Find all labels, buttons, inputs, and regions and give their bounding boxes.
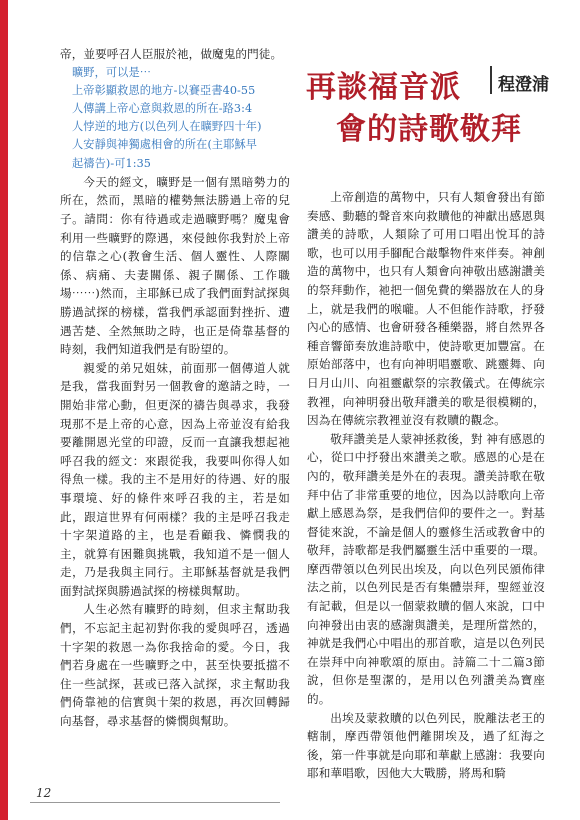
- quote-line: 上帝彰顯救恩的地方-以賽亞書40-55: [72, 83, 256, 97]
- footer-rule: [30, 802, 280, 803]
- quote-line: 人傳講上帝心意與救恩的所在-路3:4: [72, 102, 253, 115]
- body-paragraph: 今天的經文，曠野是一個有黑暗勢力的所在，然而，黑暗的權勢無法勝過上帝的兒子。請問：你有待過或走過曠野嗎？魔鬼會利用一些曠野的際遇，來侵蝕你我對於上帝的信靠之心(教會生活、個人靈性、人際關係、病痛、夫妻關係、親子關係、工作職場⋯⋯)然而，主耶穌已成了我們面對試探與勝過試探的榜樣，當我們承認面對挫折、遭遇苦楚、全然無助之時，也正是倚靠基督的時刻，我們知道我們是有盼望的。: [60, 174, 290, 357]
- quote-line: 起禱告)-可1:35: [72, 156, 152, 170]
- quote-line: 人悖逆的地方(以色列人在曠野四十年): [72, 120, 262, 134]
- quote-line: 曠野，可以是⋯: [72, 65, 152, 79]
- article-title-line1: 再談福音派: [306, 70, 461, 105]
- left-column: [60, 0, 290, 731]
- body-paragraph: 敬拜讚美是人蒙神拯救後，對 神有感恩的心，從口中抒發出來讚美之歌。感恩的心是在內的，敬拜讚美是外在的表現。讚美詩歌在敬拜中佔了非常重要的地位，因為以詩歌向上帝獻上感恩為祭，是我們信仰的要件之一。對基督徒來說，不論是個人的靈修生活或教會中的敬拜，詩歌都是我們屬靈生活中重要的一環。摩西帶領以色列民出埃及，向以色列民頒佈律法之前，以色列民是否有集體崇拜，聖經並沒有記載，但是以一個蒙救贖的個人來說，口中向神發出由衷的感謝與讚美，是理所當然的，神就是我們心中唱出的那首歌，這是以色列民在崇拜中向神歌頌的原由。詩篇二十二篇3節說，但你是聖潔的，是用以色列讚美為寶座的。: [307, 431, 545, 707]
- body-paragraph: 人生必然有曠野的時刻，但求主幫助我們，不忘記主起初對你我的愛與呼召，透過十字架的救恩一為你我捨命的愛。今日，我們若身處在一些曠野之中，甚至快要抵擋不住一些試探，甚或已落入試探，求主幫助我們倚靠祂的信實與十架的救恩，再次回轉歸向基督，尋求基督的憐憫與幫助。: [60, 602, 290, 729]
- body-paragraph: 親愛的弟兄姐妹，前面那一個傳道人就是我，當我面對另一個教會的邀請之時，一開始非常心動，但更深的禱告與尋求，我發現那不是上帝的心意，因為上帝並沒有給我要離開恩光堂的印證，反而一直讓我想起祂呼召我的經文：來跟從我，我要叫你得人如得魚一樣。我的主不是用好的待遇、好的服事環境、好的條件來呼召我的主，若是如此，跟這世界有何兩樣？我的主是呼召我走十字架道路的主，也是看顧我、憐憫我的主，就算有困難與挑戰，我知道不是一個人走，乃是我與主同行。主耶穌基督就是我們面對試探與勝過試探的榜樣與幫助。: [60, 360, 290, 598]
- quote-line: 人安靜與神獨處相會的所在(主耶穌早: [72, 138, 258, 152]
- body-paragraph: 出埃及蒙救贖的以色列民，脫離法老王的轄制，摩西帶領他們離開埃及，過了紅海之後，第一件事就是向耶和華獻上感謝：我要向耶和華唱歌，因他大大戰勝，將馬和騎: [307, 710, 545, 781]
- page-edge-bar: [0, 0, 8, 820]
- body-paragraph: 上帝創造的萬物中，只有人類會發出有節奏感、動聽的聲音來向救贖他的神獻出感恩與讚美的詩歌，人類除了可用口唱出悅耳的詩歌，也可以用手腳配合敲擊物件來伴奏。神創造的萬物中，也只有人類會向神敬出感謝讚美的祭拜動作，祂把一個免費的樂器放在人的身上，就是我們的喉嚨。人不但能作詩歌，抒發內心的感情、也會研發各種樂器，將自然界各種音響節奏放進詩歌中，使詩歌更加豐富。在原始部落中，也有向神明唱靈歌、跳靈舞、向日月山川、向祖靈獻祭的宗教儀式。在傳統宗教裡，向神明發出敬拜讚美的歌是很模糊的，因為在傳統宗教裡並沒有救贖的觀念。: [307, 190, 545, 428]
- intro-paragraph: 帝，並要呼召人臣服於祂，做魔鬼的門徒。: [60, 47, 283, 61]
- page-number: 12: [36, 786, 52, 800]
- right-column: [307, 0, 545, 783]
- article-author: 程澄浦: [498, 75, 549, 95]
- wilderness-quote-block: [72, 64, 290, 173]
- article-title-line2: 會的詩歌敬拜: [336, 112, 522, 147]
